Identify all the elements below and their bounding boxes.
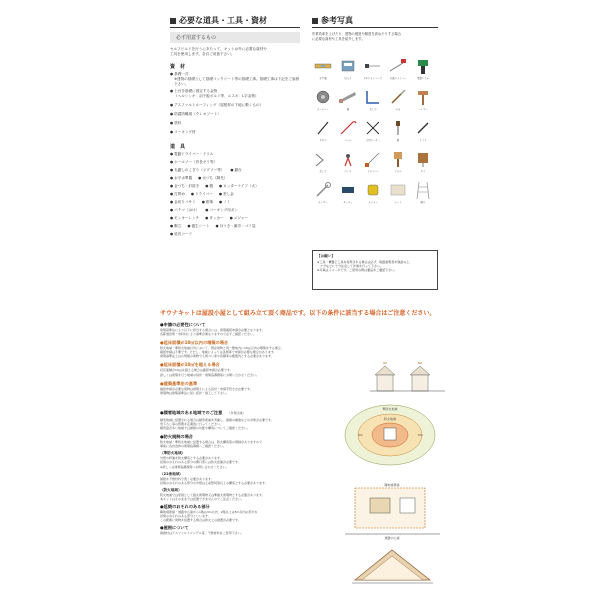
notice-title: 【お願い】 xyxy=(317,254,335,258)
photo-cell xyxy=(337,55,359,80)
material-item: ● アスファルトルーフィング（屋根材の下地に敷くもの） xyxy=(170,103,310,108)
section-heading: 〈22条地域〉 xyxy=(160,471,183,476)
photo-label: メジャー xyxy=(368,201,378,204)
material-item: ● 塗料 xyxy=(170,121,310,126)
tool-item: ● ノミ xyxy=(219,200,230,205)
holesaw-icon xyxy=(312,86,334,108)
photo-cell xyxy=(387,117,409,142)
tool-item: ● カッターナイフ（大） xyxy=(219,184,259,189)
ok-label: OK xyxy=(382,361,388,365)
photo-label: 水平器 xyxy=(319,77,327,80)
tools-intro xyxy=(170,47,310,57)
section-text: 延焼のおそれのある部分の開口部には防火設備が必要です。 xyxy=(160,460,241,465)
section-text: 建築物は建築基準法に従い設計・施工して下さい。 xyxy=(160,390,230,395)
snips-icon xyxy=(362,117,384,139)
distance-label-3m: 3m xyxy=(358,433,363,437)
photo-label: 金切りバサミ xyxy=(365,139,381,142)
photo-cell xyxy=(337,86,359,111)
photo-cell xyxy=(362,179,384,204)
sheet-icon xyxy=(387,179,409,201)
section-heading: ●建築基準法の基準 xyxy=(160,380,198,386)
photo-label: 差し金 xyxy=(319,170,327,173)
photo-cell xyxy=(387,86,409,111)
semi-zone-label: 準防火地域 xyxy=(382,407,398,411)
section-heading: ●防火規制の場合 xyxy=(160,434,193,440)
tool-item: ● 打棒め xyxy=(170,192,185,197)
tools-row xyxy=(170,216,310,221)
photo-cell xyxy=(412,55,434,80)
tools-row xyxy=(170,160,310,165)
road-label: 道路中心線 xyxy=(384,536,400,540)
photo-label: バール xyxy=(344,139,352,142)
photo-cell xyxy=(312,55,334,80)
tools-row xyxy=(170,232,310,237)
photo-label: L字ドライバー等 xyxy=(364,77,382,80)
tools-row xyxy=(170,208,310,213)
fire-zone-label: 防火地域 xyxy=(383,417,397,421)
photo-label: 丸鋸ドライバー xyxy=(389,77,407,80)
photo-label: モンキー xyxy=(318,201,328,204)
photo-cell xyxy=(362,86,384,111)
section-text: 屋根材はアスファルトシングル等、不燃材料をご使用下さい。 xyxy=(160,531,244,536)
tool-item: ● モンキーレンチ xyxy=(170,216,199,221)
section-text: 防火地域・準防火地域に設置する場合は、防火構造等の規制がありますので xyxy=(160,440,263,445)
photo-label: キリ xyxy=(420,170,426,173)
photo-label: のみ xyxy=(395,108,401,111)
section-heading: 〈準防火地域〉 xyxy=(160,451,186,456)
photo-label: タッカー xyxy=(343,201,353,204)
section-heading: ●延焼のおそれのある部分 xyxy=(160,503,210,509)
required-banner xyxy=(170,32,300,43)
notice-line: ※工具・機器と工具を使用される場合は必ず、取扱説明書を熟読の上、 xyxy=(317,260,413,264)
punch-icon xyxy=(312,117,334,139)
section-text: 屋根を不燃材料で葺く必要があります。 xyxy=(160,476,214,481)
section-heading: 〈防火地域〉 xyxy=(160,487,182,492)
tools-row xyxy=(170,200,310,205)
photo-label: 電動ドリル xyxy=(417,77,429,80)
section-subtext: （多雪区域） xyxy=(227,410,246,415)
section-text: ※詳しくは建築指導課等へお問い合わせください。 xyxy=(160,464,229,469)
awl-icon xyxy=(387,117,409,139)
bar-icon xyxy=(337,117,359,139)
photo-cell xyxy=(337,148,359,173)
sauna-notes-left xyxy=(160,322,340,535)
sauna-plan xyxy=(400,498,415,513)
section-text: 確認申請は不要です。ただし、地域によっては条例等で申請が必要な場合があります。 xyxy=(160,350,277,355)
photo-label: 脚立 xyxy=(420,201,426,204)
tool-item: ● 脚立 xyxy=(170,224,181,229)
material-item: ● 基礎一式 xyxy=(170,72,310,77)
photo-label: タガネ xyxy=(319,139,327,142)
section-text: 防火地域・準防火地域以外において、既存建物と同一敷地内に10㎡以内の増築をする場合、 xyxy=(160,346,284,351)
hammer-icon xyxy=(412,86,434,108)
photo-label: 錐 xyxy=(396,139,400,142)
roof-shape xyxy=(410,366,430,375)
driver-icon xyxy=(362,55,384,77)
tool-item: ● 電動ドライバー・ドリル xyxy=(170,152,214,157)
photo-label: 釘入り xyxy=(344,77,352,80)
tools-row xyxy=(170,192,310,197)
notice-line: ※写真はイメージです。ご使用の際は製品をご確認下さい。 xyxy=(317,268,398,273)
material-item: ● 土台を基礎に固定する金物 xyxy=(170,89,310,94)
tool-item: ● ホールソー（首長ギリ等） xyxy=(170,160,217,165)
tool-item: ● タッカー xyxy=(205,216,224,221)
section-heading: ●延床面積が10㎡以内の増築の場合 xyxy=(160,340,229,346)
photo-cell xyxy=(412,179,434,204)
ladder-icon xyxy=(412,179,434,201)
roof-shape xyxy=(375,366,395,375)
square-bullet-icon xyxy=(170,18,176,24)
tool-item: ● コーキング用ガン xyxy=(205,208,238,213)
photo-label: ペンチ xyxy=(344,170,352,173)
tool-item: ● 水づち（脚先） xyxy=(198,176,227,181)
section-text: 建築基準法上は小規模の建物でも建ぺい率や容積率の範囲内とする必要があります。 xyxy=(160,354,274,359)
photo-label: シート xyxy=(394,201,402,204)
material-note: （ヘルシンキ：羽子板ボルト等、エスポ：L字金物） xyxy=(174,94,259,98)
tools-title-underline xyxy=(170,27,300,28)
distance-label-5m: 5m xyxy=(418,433,423,437)
section-text: 詳しくは建築を行う地域の役所・建築指導課等にお問い合わせください。 xyxy=(160,372,260,377)
house-body xyxy=(377,375,393,391)
drill-icon xyxy=(412,55,434,77)
section-text: 延焼のおそれのある部分といいます。 xyxy=(160,514,211,519)
screwdriver-icon xyxy=(362,148,384,170)
notice-box xyxy=(312,250,438,290)
photo-cell xyxy=(337,117,359,142)
photo-grid xyxy=(312,55,436,204)
drillbit-icon xyxy=(412,148,434,170)
tool-item: ● 鉋 xyxy=(205,184,213,189)
section-heading: ●延床面積が10㎡を超える場合 xyxy=(160,362,220,368)
tool-item: ● 差し金 xyxy=(219,192,234,197)
photo-label: 差し金 xyxy=(369,108,377,111)
tools-row xyxy=(170,176,310,181)
notice-line: ケガなどに十分注意して作業を行って下さい。 xyxy=(317,264,383,269)
reference-title-underline xyxy=(312,27,438,28)
wrench-icon xyxy=(312,179,334,201)
photo-cell xyxy=(387,148,409,173)
pliers-icon xyxy=(337,148,359,170)
square-bullet-icon xyxy=(312,18,318,24)
section-heading: ●申請の必要性について xyxy=(160,322,206,327)
section-heading: ●屋根について xyxy=(160,525,189,531)
section-heading: ●積雪地域のある地域でのご注意 xyxy=(160,409,223,415)
tool-item: ● 水平水準器 xyxy=(170,176,192,181)
boundary-diagram xyxy=(345,480,440,540)
reference-title xyxy=(312,15,353,26)
tools-title-text: 必要な道具・工具・資材 xyxy=(179,16,267,25)
photo-cell xyxy=(312,148,334,173)
photo-label: ハンマー xyxy=(418,108,428,111)
section-text: 積雪地域に設置される場合は積雪荷重を考慮し、屋根の補強などの対策が必要です。 xyxy=(160,417,274,422)
square-icon xyxy=(362,86,384,108)
sauna-title: サウナキットは屋設小屋として組み立て頂く商品です。以下の条件に該当する場合はご注意ください。 xyxy=(160,310,436,317)
ng-label: NG xyxy=(417,361,423,365)
photo-label: ナイフ xyxy=(419,139,427,142)
nails-icon xyxy=(337,55,359,77)
boundary-label: 隣地境界線 xyxy=(384,483,400,487)
section-text: 本キットはそのままでは設置できませんのでご注意ください。 xyxy=(160,496,244,501)
reference-title-text: 参考写真 xyxy=(321,16,353,25)
tools-column xyxy=(170,44,310,237)
tools-intro-line: セルフビルドを行うにあたって、キットは外に必要な資材や xyxy=(170,47,267,51)
materials-list xyxy=(170,72,310,135)
tool-item: ● 丸鋸しのこぎり（ジグソー等） xyxy=(170,168,224,173)
photo-cell xyxy=(312,86,334,111)
brush-icon xyxy=(387,148,409,170)
section-text: 延焼のおそれのある部分の外壁は土塗壁同等以上の構造とする必要があります。 xyxy=(160,480,268,485)
tools-list xyxy=(170,152,310,237)
reference-intro-line: 作業効率を上げたり、建物の強度や精度を高めたりする場合 xyxy=(312,32,402,36)
tool-item: ● 鋸台 xyxy=(230,168,241,173)
tool-item: ● 鉛筆 xyxy=(202,200,213,205)
section-text: 建築基準法により以下に該当する場合には、建築確認申請が必要となります。 xyxy=(160,328,265,332)
section-text: 雪下ろし等の管理を定期的に行ってください。 xyxy=(160,421,224,426)
zoning-diagram xyxy=(340,400,440,470)
section-text: 確認申請が必要な建物は建築士による設計・申請手続きが必要です。 xyxy=(160,386,253,391)
tool-item: ● 養生シート xyxy=(187,224,209,229)
tools-heading: 道 具 xyxy=(170,144,186,150)
stapler-icon xyxy=(337,179,359,201)
photo-cell xyxy=(337,179,359,204)
tape-icon xyxy=(362,179,384,201)
tsquare-icon xyxy=(312,148,334,170)
photo-cell xyxy=(362,117,384,142)
knife-icon xyxy=(412,117,434,139)
photo-label: ホールソー xyxy=(317,108,329,111)
handsaw-icon xyxy=(337,86,359,108)
tools-row xyxy=(170,184,310,189)
photo-cell xyxy=(362,148,384,173)
photo-cell xyxy=(387,179,409,204)
photo-cell xyxy=(412,86,434,111)
photo-cell xyxy=(312,179,334,204)
roof-diagram xyxy=(350,545,435,590)
section-text: 各都道府県・市町村により基準が異なりますので必ずご確認ください。 xyxy=(160,332,257,337)
reference-intro xyxy=(312,32,440,41)
photo-cell xyxy=(312,117,334,142)
photo-cell xyxy=(362,55,384,80)
tools-intro-line: 工具を使用します。各自ご用意下さい。 xyxy=(170,52,235,56)
tool-item: ● ドライバー xyxy=(191,192,213,197)
height-diagram xyxy=(370,360,445,395)
saw-icon xyxy=(387,55,409,77)
tool-item: ● パテマ（はけ） xyxy=(170,208,199,213)
reference-intro-line: に必要な資材や工具を紹介します。 xyxy=(312,36,365,41)
section-text: 事前に各自治体の建築指導課へご確認ください。 xyxy=(160,444,227,449)
building-marker xyxy=(384,428,396,440)
tools-title xyxy=(170,15,267,26)
tools-row xyxy=(170,168,310,173)
photo-label: ブラシ xyxy=(394,170,402,173)
section-text: 防火地域では原則として耐火建築物又は準耐火建築物とする必要があります。 xyxy=(160,492,265,497)
required-banner-text: 必ず用意するもの xyxy=(176,35,217,41)
photo-cell xyxy=(412,148,434,173)
building-plan xyxy=(370,498,390,513)
tools-row xyxy=(170,224,310,229)
tools-row xyxy=(170,152,310,157)
level-icon xyxy=(312,55,334,77)
section-text: 隣地境界線・道路中心線から1階は3m以内、2階以上は5m以内の部分を xyxy=(160,509,258,514)
chisel-icon xyxy=(387,86,409,108)
photo-cell xyxy=(412,117,434,142)
section-text: 外壁や軒裏を防火構造とする必要があります。 xyxy=(160,456,223,461)
materials-heading: 資 材 xyxy=(170,64,186,70)
tool-item: ● 金切りバサミ xyxy=(170,200,196,205)
section-text: 積雪量が多い地域では屋根の勾配や構造についてご確認ください。 xyxy=(160,426,250,431)
photo-cell xyxy=(387,55,409,80)
section-text: 延床面積が10㎡を超える場合は確認申請が必要です。 xyxy=(160,368,233,373)
tool-item: ● 延長コード xyxy=(170,232,192,237)
tool-item: ● メジャー xyxy=(230,216,248,221)
material-item: ● コーキング材 xyxy=(170,130,310,135)
material-note: ※建物の基礎として基礎コンクリート等の基礎工事。基礎工事は下記をご参照下さい。 xyxy=(174,77,300,86)
section-text: この範囲に建物を設置する場合は防火上の措置が必要です。 xyxy=(160,518,241,523)
photo-label: ドライバー xyxy=(367,170,379,173)
house-body xyxy=(412,375,428,391)
photo-label: 鋸 xyxy=(346,108,350,111)
tool-item: ● ほうき・雑巾・ゴミ袋 xyxy=(215,224,255,229)
material-item: ● 防腐防蟻剤（クレオソート） xyxy=(170,112,310,117)
tool-item: ● 金づち・釘抜き xyxy=(170,184,199,189)
